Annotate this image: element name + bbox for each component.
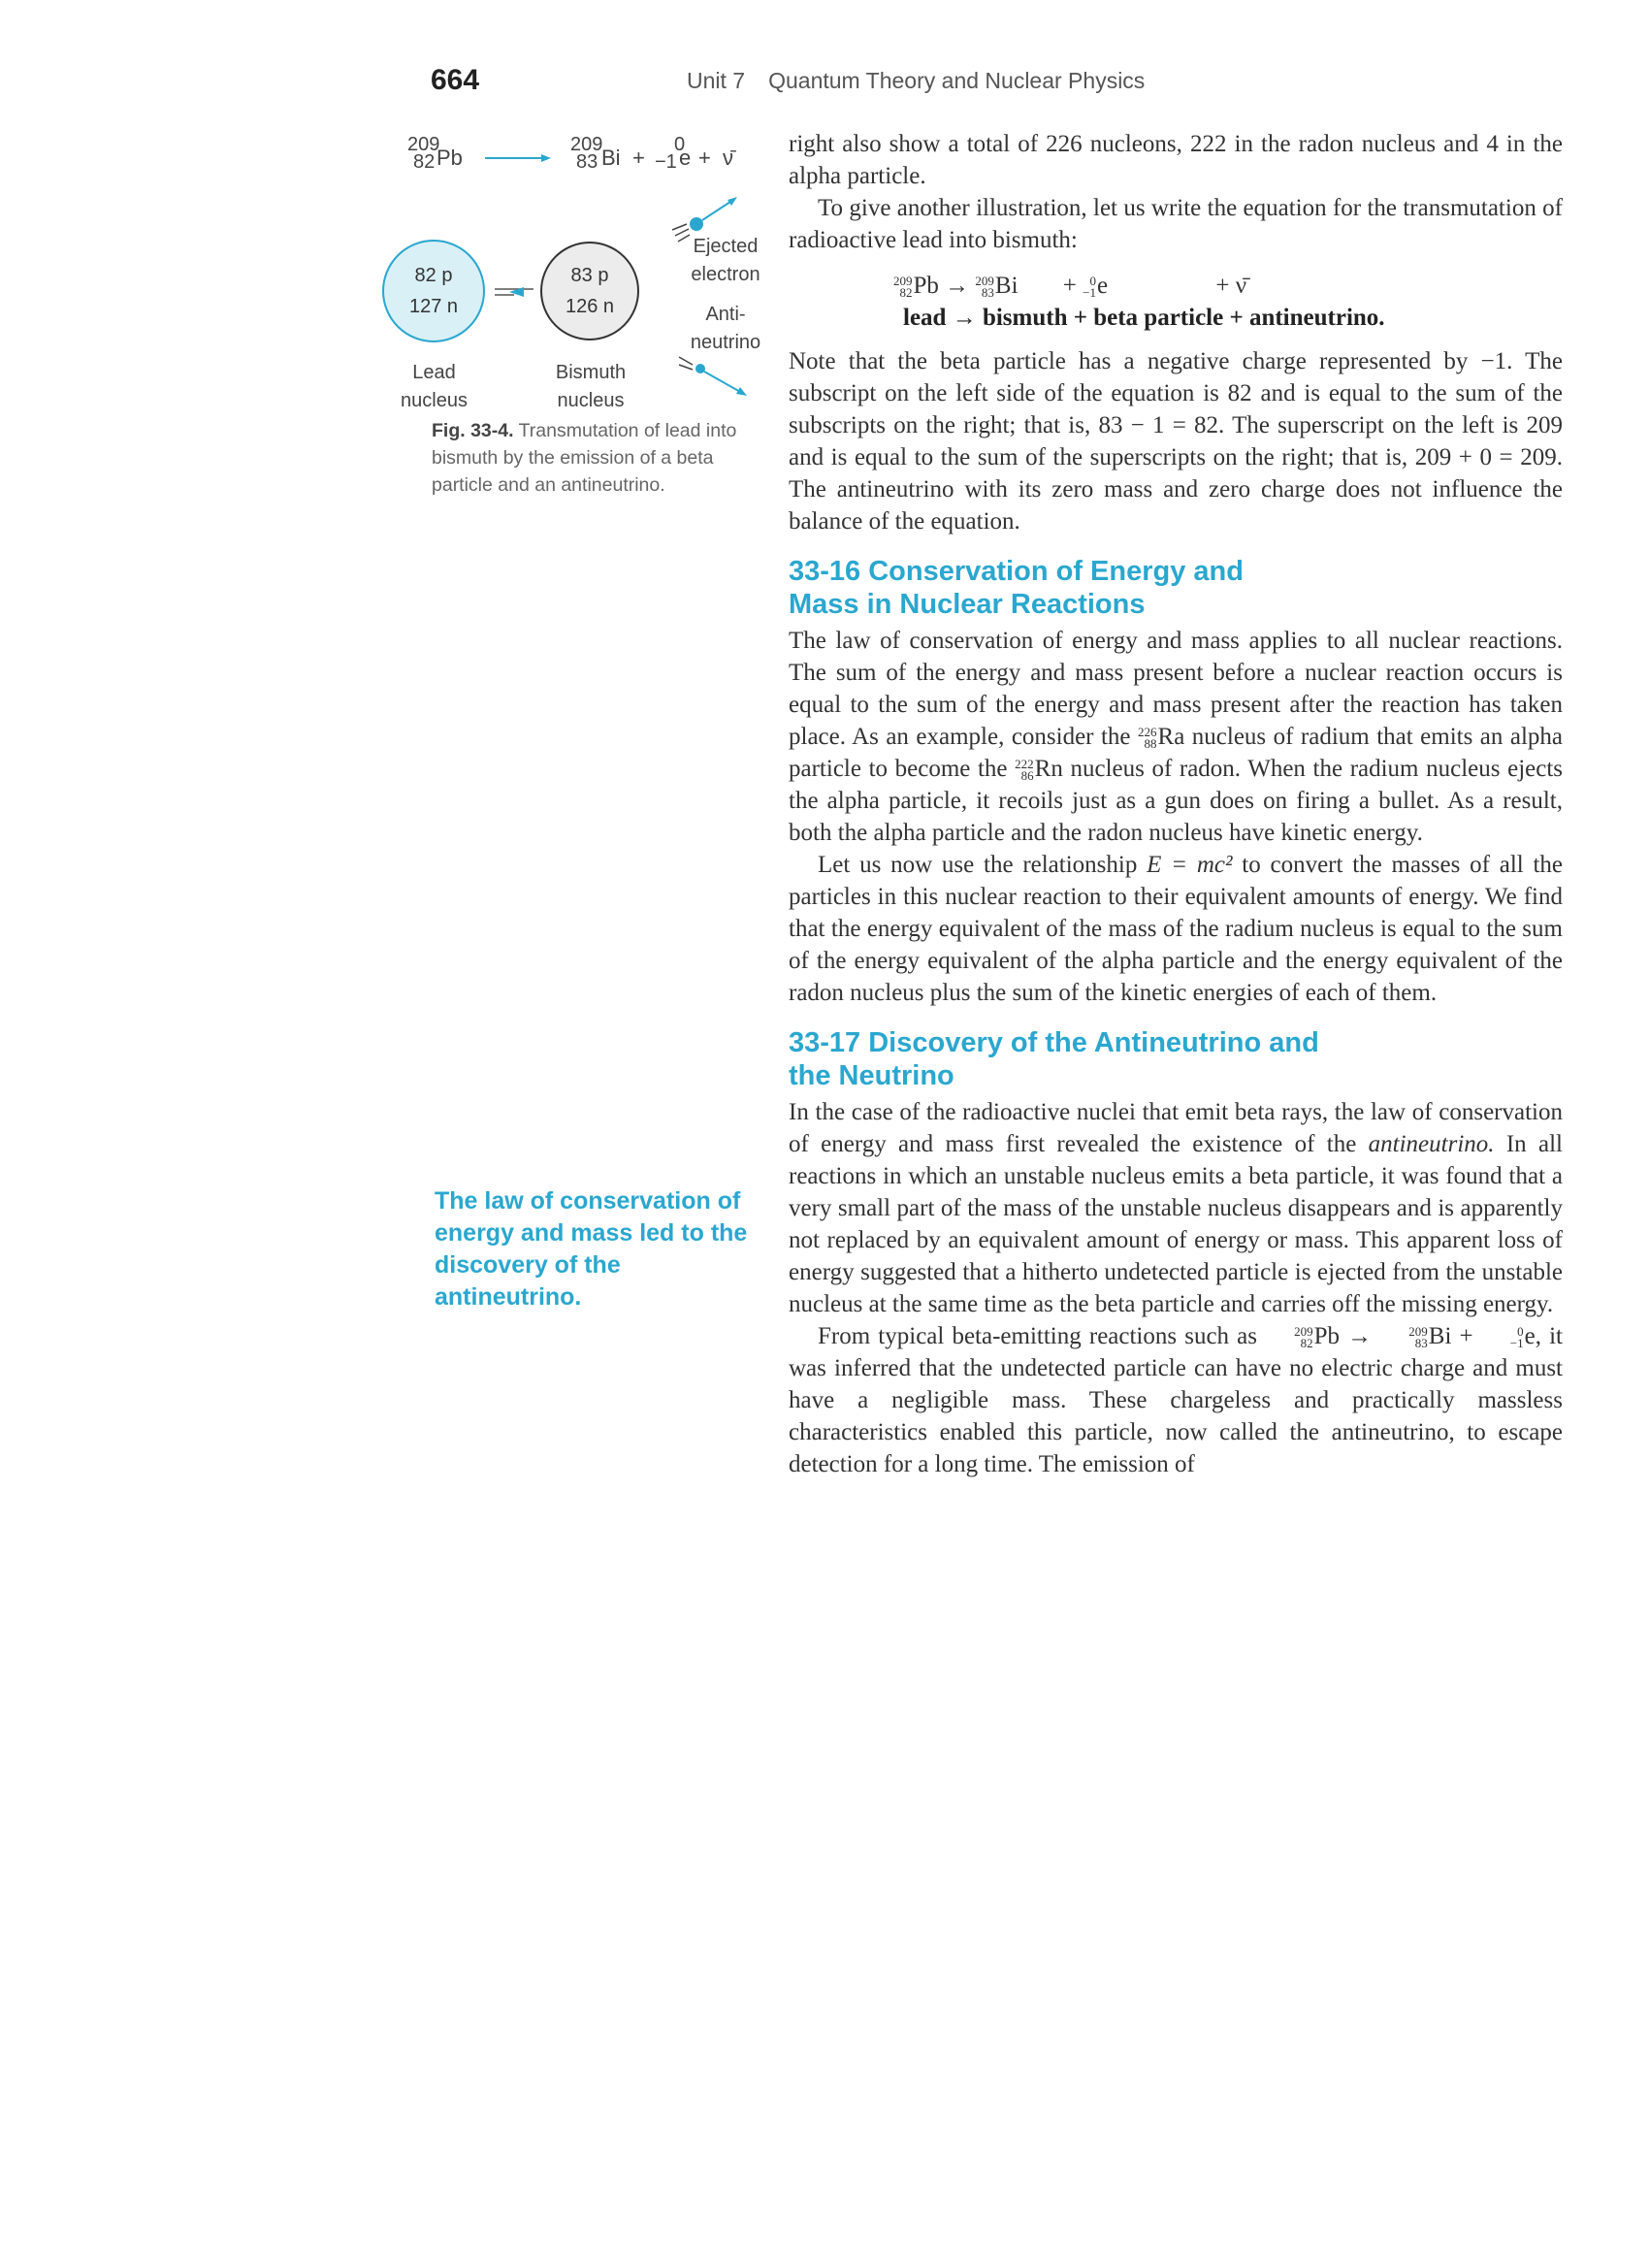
eq-e: e xyxy=(1096,273,1109,299)
figure-caption xyxy=(432,417,761,499)
antineutrino-trail xyxy=(704,372,742,393)
eq-plus-1: + xyxy=(1062,273,1077,299)
eq-bi-symbol: Bi xyxy=(601,146,621,170)
page-number: 664 xyxy=(431,64,480,96)
eq-e-mass: 0 xyxy=(674,134,686,155)
ejected-electron-dot xyxy=(690,217,703,231)
lead-protons: 82 p xyxy=(414,265,453,286)
eq-lead-z: 82 xyxy=(413,151,436,173)
margin-note: The law of conservation of energy and mass led to the discovery of the antineutrino. xyxy=(435,1187,748,1311)
eq-e-symbol: e xyxy=(679,146,692,170)
bismuth-nucleus-label xyxy=(541,260,638,322)
paragraph-antineutrino-discovery: In the case of the radioactive nuclei that emit beta rays, the law of conservation of energy and mass first revealed the existence of the antineutrino. In all reactions in which an unstable nucleus emits a beta particle, it was found that a very small part of the mass of the unstable nucleus disappears and is apparently not replaced by an equivalent amount of energy or mass. This apparent loss of energy suggested that a hitherto undetected particle is ejected from the unstable nucleus at the same time as the beta particle and carries off the missing energy. xyxy=(789,1099,1564,1317)
eq-plus-1: + xyxy=(632,146,645,170)
paragraph-mass-energy: Let us now use the relationship E = mc² to convert the masses of all the particles in this nuclear reaction to their equivalent amounts of energy. We find that the energy equivalent of the mass of the radium nucleus is equal to the sum of the energy equivalent of the alpha particle and the energy equivalent of the radon nucleus plus the sum of the kinetic energies of each of them. xyxy=(789,852,1564,1006)
electron-trail xyxy=(702,200,733,220)
figure-caption-label: Fig. 33-4. xyxy=(432,420,514,441)
antineutrino-term: antineutrino. xyxy=(1368,1131,1495,1157)
ejected-electron-label: Ejected electron xyxy=(691,236,760,285)
eq-arrow: → xyxy=(945,273,970,299)
equation-words: lead → bismuth + beta particle + antineutrino. xyxy=(903,305,1385,331)
bismuth-protons: 83 p xyxy=(570,265,609,286)
bismuth-neutrons: 126 n xyxy=(565,296,615,317)
main-column xyxy=(789,128,1563,1480)
lead-caption: Lead nucleus xyxy=(401,362,468,411)
eq-plus-2: + xyxy=(1215,273,1230,299)
paragraph-beta-emitting: From typical beta-emitting reactions such as 209 82 Pb → 209 83 Bi + 0 −1 e, it was inferred that the undetected particle can have no electric charge and must have a negligible mass. These chargeless and practically massless characteristics enabled this particle, now called the antineutrino, to escape detection for a long time. The emission of xyxy=(789,1323,1563,1477)
electron-arrowhead xyxy=(728,197,737,206)
eq-bi-mass: 209 xyxy=(570,134,603,155)
antineutrino-arrowhead xyxy=(736,387,747,396)
unit-label: Unit 7 xyxy=(687,68,746,93)
antineutrino-motion-line-2 xyxy=(679,365,693,370)
lead-nucleus-label xyxy=(383,260,484,322)
equation-symbols: 209 82 Pb → 209 83 Bi + 0 −1 e + ν̄ xyxy=(893,273,1247,301)
heading-33-16: 33-16 Conservation of Energy and Mass in Nuclear Reactions xyxy=(789,556,1244,620)
paragraph-lead-bismuth-intro: To give another illustration, let us write the equation for the transmutation of radioactive lead into bismuth: xyxy=(789,195,1563,253)
antineutrino-dot xyxy=(695,364,705,373)
lead-bismuth-equation xyxy=(789,270,1563,334)
eq-nu: ν̄ xyxy=(1235,273,1247,299)
paragraph-beta-charge: Note that the beta particle has a negative charge represented by −1. The subscript on the left side of the equation is 82 and is equal to the sum of the subscripts on the right; that is, 83 − 1 = 82. The superscript on the left is 209 and is equal to the sum of the superscripts on the right; that is, 209 + 0 = 209. The antineutrino with its zero mass and zero charge does not influence the balance of the equation. xyxy=(789,348,1563,535)
eq-bi-z: 83 xyxy=(576,151,598,173)
paragraph-conservation-law: The law of conservation of energy and mass applies to all nuclear reactions. The sum of the energy and mass present before a nuclear reaction occurs is equal to the sum of the energy and mass present after the reaction has taken place. As an example, consider the 226 88 Ra nucleus of radium that emits an alpha particle to become the 222 86 Rn nucleus of radon. When the radium nucleus ejects the alpha particle, it recoils just as a gun does on firing a bullet. As a result, both the alpha particle and the radon nucleus have kinetic energy. xyxy=(789,628,1564,846)
e-mc2-formula: E = mc² xyxy=(1147,852,1233,878)
antineutrino-label: Anti- neutrino xyxy=(690,304,761,353)
bismuth-caption: Bismuth nucleus xyxy=(555,362,627,411)
equation-arrowhead xyxy=(541,154,551,162)
chapter-title: Quantum Theory and Nuclear Physics xyxy=(768,68,1146,93)
lead-neutrons: 127 n xyxy=(408,296,459,317)
eq-pb: Pb xyxy=(913,273,939,299)
eq-lead-mass: 209 xyxy=(407,134,440,155)
electron-motion-line-1 xyxy=(672,224,687,230)
paragraph-continuation: right also show a total of 226 nucleons, 222 in the radon nucleus and 4 in the alpha particle. xyxy=(789,131,1563,189)
figure-caption-text: Transmutation of lead into bismuth by the emission of a beta particle and an antineutrino. xyxy=(432,420,737,496)
eq-e-z: −1 xyxy=(655,151,677,173)
eq-antineutrino-symbol: ν̄ xyxy=(723,146,733,170)
running-head xyxy=(687,68,1145,94)
eq-bi: Bi xyxy=(994,273,1018,299)
heading-33-17: 33-17 Discovery of the Antineutrino and the Neutrino xyxy=(789,1027,1319,1091)
antineutrino-motion-line-1 xyxy=(679,357,693,365)
eq-lead-symbol: Pb xyxy=(436,146,463,170)
eq-plus-2: + xyxy=(698,146,711,170)
